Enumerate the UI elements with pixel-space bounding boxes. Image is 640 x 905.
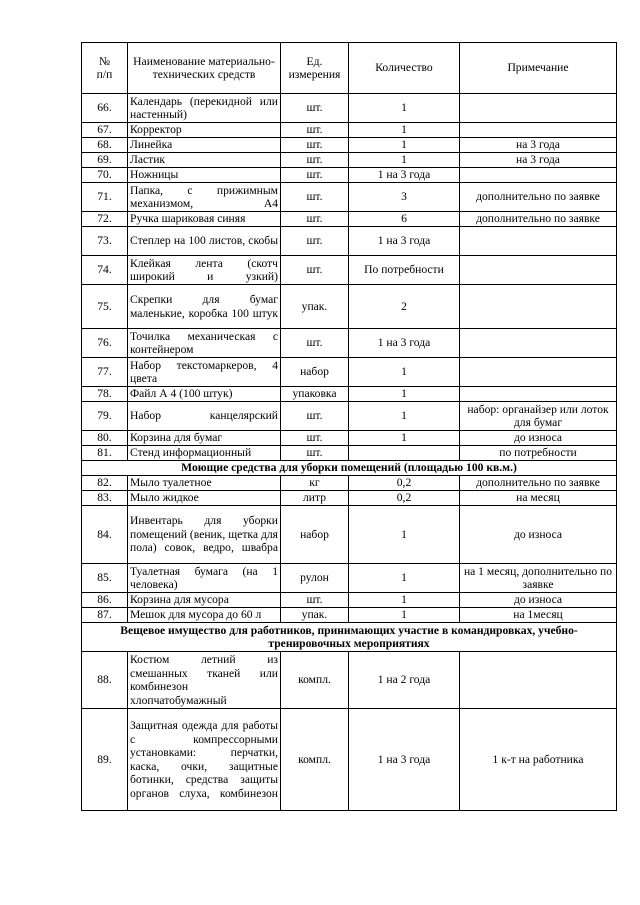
item-quantity: 1 <box>349 387 460 402</box>
item-quantity: 0,2 <box>349 491 460 506</box>
table-row <box>82 358 617 387</box>
row-number: 76. <box>82 329 128 358</box>
item-quantity: 1 <box>349 94 460 123</box>
row-number: 81. <box>82 446 128 461</box>
item-quantity: 6 <box>349 212 460 227</box>
row-number: 80. <box>82 431 128 446</box>
item-note: по потребности <box>460 446 617 461</box>
table-row <box>82 709 617 811</box>
table-row <box>82 387 617 402</box>
item-name: Календарь (перекидной или настенный) <box>128 94 281 123</box>
table-row <box>82 123 617 138</box>
item-unit: шт. <box>281 227 349 256</box>
item-unit: шт. <box>281 593 349 608</box>
table-row <box>82 593 617 608</box>
item-name: Корзина для мусора <box>128 593 281 608</box>
section-heading-row <box>82 461 617 476</box>
table-row <box>82 285 617 329</box>
item-name: Инвентарь для уборки помещений (веник, щетка для пола) совок, ведро, швабра <box>128 506 281 564</box>
table-row <box>82 446 617 461</box>
materials-table-body <box>82 43 617 811</box>
row-number: 78. <box>82 387 128 402</box>
item-note: на месяц <box>460 491 617 506</box>
row-number: 69. <box>82 153 128 168</box>
item-unit: шт. <box>281 402 349 431</box>
table-row <box>82 183 617 212</box>
item-unit: набор <box>281 358 349 387</box>
table-row <box>82 402 617 431</box>
item-quantity: 1 <box>349 138 460 153</box>
item-note: на 1месяц <box>460 608 617 623</box>
item-note <box>460 168 617 183</box>
table-row <box>82 506 617 564</box>
table-row <box>82 652 617 709</box>
item-note: дополнительно по заявке <box>460 183 617 212</box>
item-unit: упаковка <box>281 387 349 402</box>
item-note <box>460 94 617 123</box>
table-row <box>82 138 617 153</box>
row-number: 82. <box>82 476 128 491</box>
item-note: 1 к-т на работника <box>460 709 617 811</box>
item-name: Мыло жидкое <box>128 491 281 506</box>
item-name: Стенд информационный <box>128 446 281 461</box>
row-number: 86. <box>82 593 128 608</box>
item-name: Набор текстомаркеров, 4 цвета <box>128 358 281 387</box>
item-quantity <box>349 446 460 461</box>
row-number: 87. <box>82 608 128 623</box>
item-note <box>460 123 617 138</box>
table-row <box>82 329 617 358</box>
item-name: Мешок для мусора до 60 л <box>128 608 281 623</box>
item-note: до износа <box>460 431 617 446</box>
item-note <box>460 358 617 387</box>
row-number: 66. <box>82 94 128 123</box>
item-name: Файл А 4 (100 штук) <box>128 387 281 402</box>
item-quantity: 1 <box>349 593 460 608</box>
row-number: 79. <box>82 402 128 431</box>
item-note: дополнительно по заявке <box>460 476 617 491</box>
item-note <box>460 227 617 256</box>
header-name: Наименование материально-технических средств <box>128 43 281 94</box>
item-unit: шт. <box>281 153 349 168</box>
item-name: Клейкая лента (скотч широкий и узкий) <box>128 256 281 285</box>
item-unit: кг <box>281 476 349 491</box>
item-name: Туалетная бумага (на 1 человека) <box>128 564 281 593</box>
item-name: Набор канцелярский <box>128 402 281 431</box>
row-number: 84. <box>82 506 128 564</box>
table-row <box>82 608 617 623</box>
table-row <box>82 431 617 446</box>
item-unit: упак. <box>281 285 349 329</box>
row-number: 88. <box>82 652 128 709</box>
table-row <box>82 227 617 256</box>
row-number: 85. <box>82 564 128 593</box>
section-heading: Моющие средства для уборки помещений (площадью 100 кв.м.) <box>82 461 617 476</box>
item-unit: шт. <box>281 431 349 446</box>
table-row <box>82 256 617 285</box>
item-name: Степлер на 100 листов, скобы <box>128 227 281 256</box>
item-unit: шт. <box>281 168 349 183</box>
item-name: Корзина для бумаг <box>128 431 281 446</box>
item-name: Костюм летний из смешанных тканей или комбинезон хлопчатобумажный <box>128 652 281 709</box>
item-unit: шт. <box>281 123 349 138</box>
item-note: до износа <box>460 506 617 564</box>
item-note <box>460 285 617 329</box>
row-number: 71. <box>82 183 128 212</box>
item-quantity: 3 <box>349 183 460 212</box>
item-name: Скрепки для бумаг маленькие, коробка 100 штук <box>128 285 281 329</box>
row-number: 73. <box>82 227 128 256</box>
table-row <box>82 476 617 491</box>
item-note: на 3 года <box>460 138 617 153</box>
item-unit: литр <box>281 491 349 506</box>
table-row <box>82 94 617 123</box>
item-unit: упак. <box>281 608 349 623</box>
item-unit: компл. <box>281 652 349 709</box>
row-number: 83. <box>82 491 128 506</box>
item-quantity: 1 на 3 года <box>349 168 460 183</box>
item-unit: шт. <box>281 94 349 123</box>
item-name: Ножницы <box>128 168 281 183</box>
item-name: Ластик <box>128 153 281 168</box>
document-page <box>81 42 616 811</box>
item-quantity: 0,2 <box>349 476 460 491</box>
section-heading: Вещевое имущество для работников, принимающих участие в командировках, учебно-тренировочных мероприятиях <box>82 623 617 652</box>
table-row <box>82 153 617 168</box>
item-quantity: 1 <box>349 506 460 564</box>
section-heading-row <box>82 623 617 652</box>
row-number: 67. <box>82 123 128 138</box>
table-row <box>82 491 617 506</box>
item-name: Мыло туалетное <box>128 476 281 491</box>
item-quantity: 1 на 2 года <box>349 652 460 709</box>
item-note: набор: органайзер или лоток для бумаг <box>460 402 617 431</box>
item-unit: шт. <box>281 183 349 212</box>
row-number: 72. <box>82 212 128 227</box>
item-name: Точилка механическая с контейнером <box>128 329 281 358</box>
item-quantity: 1 на 3 года <box>349 329 460 358</box>
row-number: 89. <box>82 709 128 811</box>
item-note <box>460 256 617 285</box>
header-unit: Ед. измерения <box>281 43 349 94</box>
item-quantity: 1 <box>349 358 460 387</box>
item-note <box>460 652 617 709</box>
item-quantity: 1 <box>349 564 460 593</box>
item-quantity: 2 <box>349 285 460 329</box>
item-unit: компл. <box>281 709 349 811</box>
row-number: 74. <box>82 256 128 285</box>
item-unit: шт. <box>281 212 349 227</box>
item-quantity: 1 <box>349 402 460 431</box>
item-quantity: 1 <box>349 431 460 446</box>
item-name: Защитная одежда для работы с компрессорными установками: перчатки, каска, очки, защитные ботинки, средства защиты органов слуха, комбинезон <box>128 709 281 811</box>
row-number: 68. <box>82 138 128 153</box>
item-unit: шт. <box>281 256 349 285</box>
item-note: дополнительно по заявке <box>460 212 617 227</box>
item-note <box>460 329 617 358</box>
item-note <box>460 387 617 402</box>
table-row <box>82 212 617 227</box>
row-number: 75. <box>82 285 128 329</box>
table-row <box>82 168 617 183</box>
header-note: Примечание <box>460 43 617 94</box>
item-unit: шт. <box>281 446 349 461</box>
row-number: 70. <box>82 168 128 183</box>
header-num: № п/п <box>82 43 128 94</box>
item-unit: рулон <box>281 564 349 593</box>
row-number: 77. <box>82 358 128 387</box>
item-quantity: 1 на 3 года <box>349 227 460 256</box>
materials-table <box>81 42 617 811</box>
item-unit: шт. <box>281 329 349 358</box>
table-row <box>82 564 617 593</box>
table-header-row <box>82 43 617 94</box>
item-name: Папка, с прижимным механизмом, А4 <box>128 183 281 212</box>
item-quantity: 1 на 3 года <box>349 709 460 811</box>
item-unit: набор <box>281 506 349 564</box>
header-qty: Количество <box>349 43 460 94</box>
item-note: до износа <box>460 593 617 608</box>
item-name: Корректор <box>128 123 281 138</box>
item-quantity: 1 <box>349 123 460 138</box>
item-name: Линейка <box>128 138 281 153</box>
item-quantity: По потребности <box>349 256 460 285</box>
item-quantity: 1 <box>349 153 460 168</box>
item-note: на 1 месяц, дополнительно по заявке <box>460 564 617 593</box>
item-name: Ручка шариковая синяя <box>128 212 281 227</box>
item-note: на 3 года <box>460 153 617 168</box>
item-quantity: 1 <box>349 608 460 623</box>
item-unit: шт. <box>281 138 349 153</box>
